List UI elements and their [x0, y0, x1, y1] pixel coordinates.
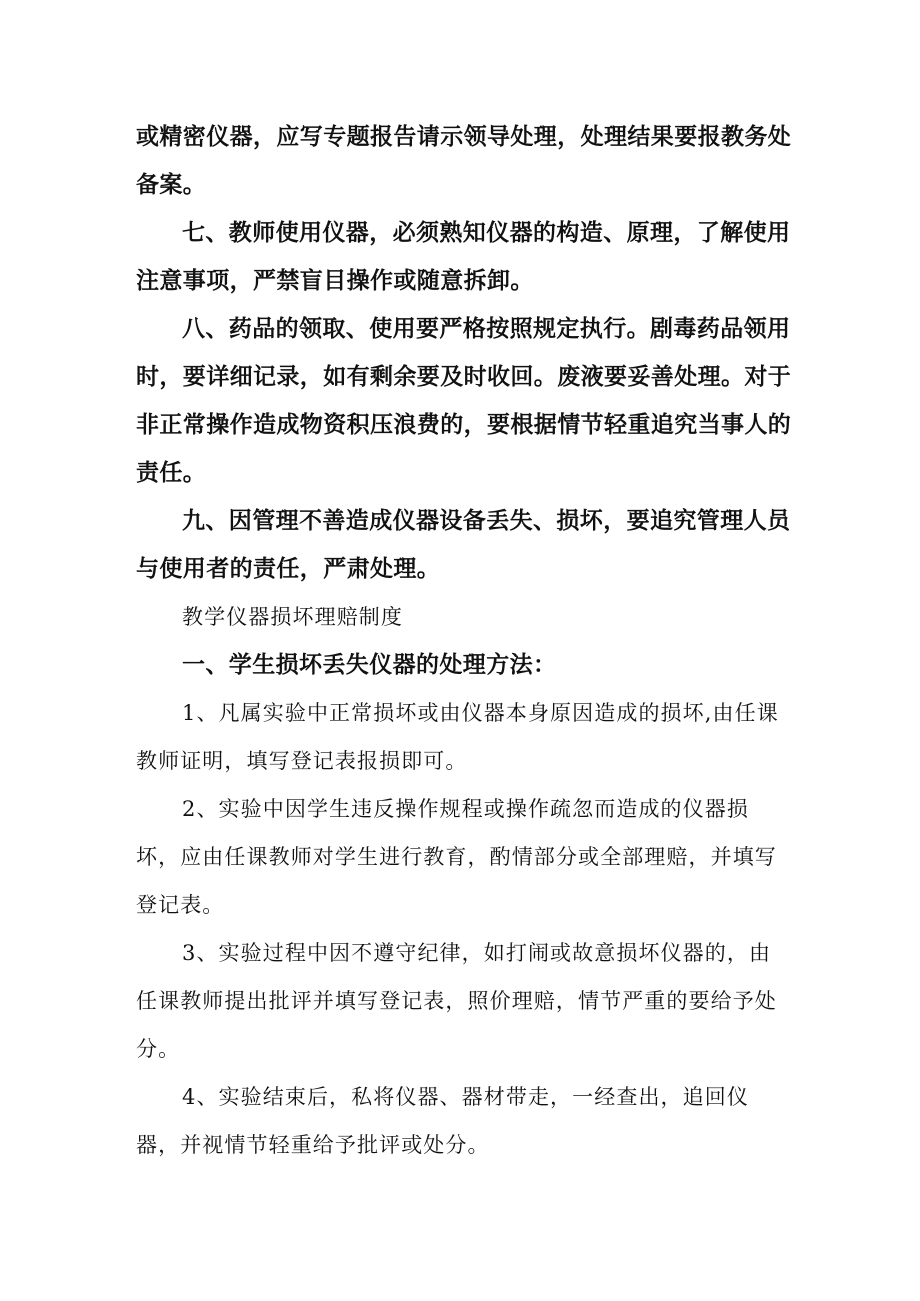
paragraph-continuation: 或精密仪器，应写专题报告请示领导处理，处理结果要报教务处备案。 — [136, 124, 792, 198]
subheading: 一、学生损坏丢失仪器的处理方法： — [182, 652, 557, 678]
list-item-1: 1、凡属实验中正常损坏或由仪器本身原因造成的损坏,由任课教师证明，填写登记表报损即可。 — [136, 701, 779, 773]
paragraph-item-8: 八、药品的领取、使用要严格按照规定执行。剧毒药品领用时，要详细记录，如有剩余要及时收回。废液要妥善处理。对于非正常操作造成物资积压浪费的，要根据情节轻重追究当事人的责任。 — [136, 316, 792, 486]
list-item-4: 4、实验结束后，私将仪器、器材带走，一经查出，追回仪器，并视情节轻重给予批评或处分。 — [136, 1085, 749, 1157]
section-title: 教学仪器损坏理赔制度 — [182, 605, 403, 629]
paragraph-item-9: 九、因管理不善造成仪器设备丢失、损坏，要追究管理人员与使用者的责任，严肃处理。 — [136, 508, 791, 582]
list-item-3: 3、实验过程中因不遵守纪律，如打闹或故意损坏仪器的，由任课教师提出批评并填写登记表，照价理赔，情节严重的要给予处分。 — [136, 941, 777, 1061]
list-item-2: 2、实验中因学生违反操作规程或操作疏忽而造成的仪器损坏，应由任课教师对学生进行教育，酌情部分或全部理赔，并填写登记表。 — [136, 797, 777, 917]
paragraph-item-7: 七、教师使用仪器，必须熟知仪器的构造、原理，了解使用注意事项，严禁盲目操作或随意拆卸。 — [136, 220, 791, 294]
